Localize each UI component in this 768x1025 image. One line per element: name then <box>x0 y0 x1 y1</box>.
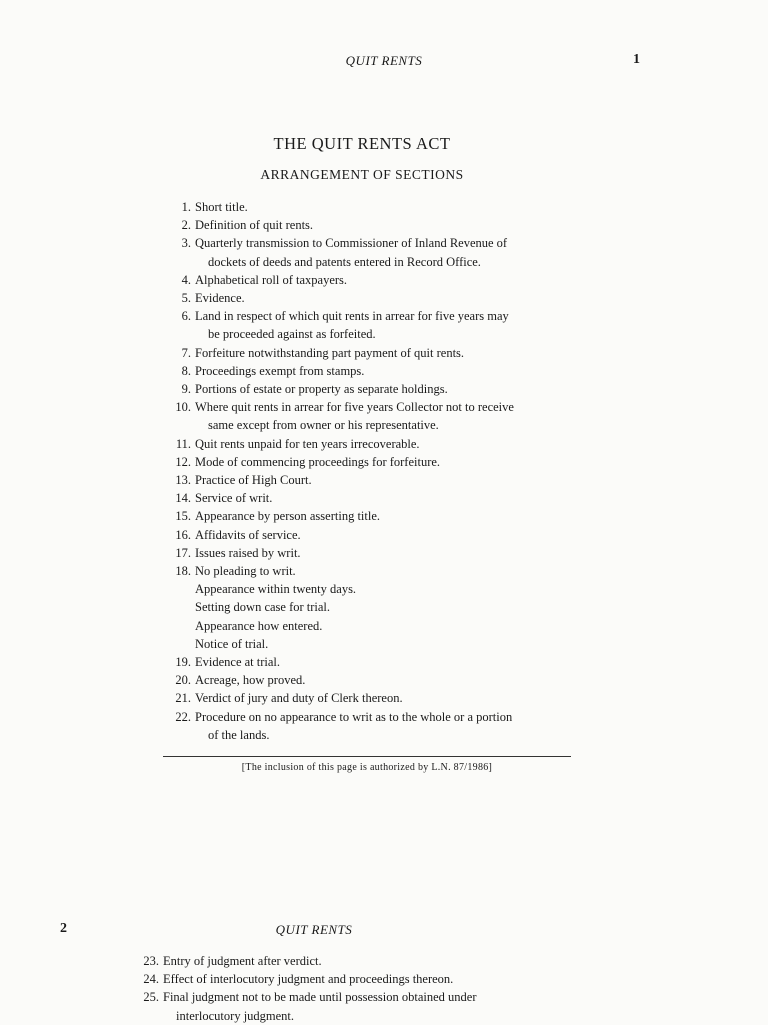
section-item <box>165 216 570 234</box>
section-title: Alphabetical roll of taxpayers. <box>195 272 348 287</box>
section-title: Quit rents unpaid for ten years irrecoverable. <box>195 436 420 451</box>
section-item <box>165 562 570 653</box>
section-item <box>165 380 570 398</box>
section-item <box>165 271 570 289</box>
section-number: 1. <box>181 200 191 214</box>
section-title: Land in respect of which quit rents in arrear for five years may <box>195 309 509 324</box>
section-item <box>165 544 570 562</box>
section-number: 18. <box>175 564 191 579</box>
section-number: 7. <box>181 345 191 360</box>
section-title: Issues raised by writ. <box>195 545 301 560</box>
authority-note: [The inclusion of this page is authorized by L.N. 87/1986] <box>241 762 493 773</box>
section-number: 15. <box>175 509 191 524</box>
section-number: 13. <box>175 473 191 488</box>
section-item <box>165 234 570 270</box>
section-item <box>133 952 528 970</box>
section-number: 16. <box>175 527 191 542</box>
running-head: QUIT RENTS <box>275 922 353 937</box>
section-title: Appearance by person asserting title. <box>195 509 381 524</box>
section-title: Verdict of jury and duty of Clerk thereon. <box>195 691 403 706</box>
section-number: 19. <box>175 655 191 670</box>
section-item <box>165 489 570 507</box>
section-item <box>133 988 528 1024</box>
section-title: Definition of quit rents. <box>195 218 314 233</box>
section-title: Entry of judgment after verdict. <box>163 954 322 968</box>
section-title: Affidavits of service. <box>195 527 301 542</box>
section-title: No pleading to writ. <box>195 564 296 579</box>
section-number: 2. <box>181 218 191 233</box>
section-item <box>165 526 570 544</box>
section-number: 20. <box>175 673 191 688</box>
section-title-continuation: be proceeded against as forfeited. <box>208 327 376 342</box>
section-item <box>165 653 570 671</box>
section-item <box>165 289 570 307</box>
section-title: Mode of commencing proceedings for forfeiture. <box>195 454 441 469</box>
section-item <box>165 671 570 689</box>
section-number: 10. <box>175 400 191 415</box>
section-item <box>165 344 570 362</box>
section-title: Portions of estate or property as separate holdings. <box>195 382 448 397</box>
section-title: Practice of High Court. <box>195 473 312 488</box>
act-title: THE QUIT RENTS ACT <box>273 134 451 153</box>
section-title: Where quit rents in arrear for five years Collector not to receive <box>195 400 514 415</box>
section-number: 3. <box>181 236 191 251</box>
section-item <box>133 970 528 988</box>
section-number: 22. <box>175 709 191 724</box>
section-item <box>165 398 570 434</box>
section-title: Short title. <box>195 200 248 214</box>
footer-rule <box>163 756 571 757</box>
section-title: Procedure on no appearance to writ as to the whole or a portion <box>195 709 513 724</box>
arrangement-heading: ARRANGEMENT OF SECTIONS <box>260 167 464 182</box>
section-title-continuation: interlocutory judgment. <box>176 1008 295 1023</box>
section-item <box>165 435 570 453</box>
section-number: 6. <box>181 309 191 324</box>
section-title: Proceedings exempt from stamps. <box>195 363 365 378</box>
section-number: 9. <box>181 382 191 397</box>
section-item <box>165 198 570 216</box>
section-number: 12. <box>175 454 191 469</box>
section-item <box>165 307 570 343</box>
section-title: Final judgment not to be made until possession obtained under <box>163 990 477 1005</box>
section-title: Service of writ. <box>195 491 273 506</box>
section-number: 21. <box>175 691 191 706</box>
section-title: Acreage, how proved. <box>195 673 306 688</box>
section-number: 4. <box>181 272 191 287</box>
section-subheading: Notice of trial. <box>195 636 269 651</box>
page-two <box>0 905 768 1024</box>
section-item <box>165 362 570 380</box>
section-item <box>165 507 570 525</box>
section-number: 25. <box>143 990 159 1005</box>
section-title: Quarterly transmission to Commissioner of Inland Revenue of <box>195 236 508 251</box>
section-title: Evidence. <box>195 291 245 306</box>
section-number: 24. <box>143 972 159 987</box>
section-title: Evidence at trial. <box>195 655 281 670</box>
page-number: 2 <box>60 921 67 936</box>
section-number: 23. <box>143 954 159 968</box>
section-number: 14. <box>175 491 191 506</box>
section-subheading: Setting down case for trial. <box>195 600 331 615</box>
section-item <box>165 689 570 707</box>
section-number: 8. <box>181 363 191 378</box>
section-title-continuation: of the lands. <box>208 727 270 742</box>
section-number: 5. <box>181 291 191 306</box>
section-item <box>165 453 570 471</box>
section-number: 11. <box>175 436 191 451</box>
section-title: Forfeiture notwithstanding part payment of quit rents. <box>195 345 465 360</box>
section-number: 17. <box>175 545 191 560</box>
section-subheading: Appearance how entered. <box>195 618 323 633</box>
section-title: Effect of interlocutory judgment and proceedings thereon. <box>163 972 454 987</box>
sections-list <box>133 952 528 1025</box>
sections-list <box>165 198 570 744</box>
section-title-continuation: dockets of deeds and patents entered in Record Office. <box>208 254 481 269</box>
section-subheading: Appearance within twenty days. <box>195 582 357 597</box>
page-number: 1 <box>633 52 640 67</box>
section-item <box>165 471 570 489</box>
section-title-continuation: same except from owner or his representative. <box>208 418 439 433</box>
section-item <box>165 708 570 744</box>
running-head: QUIT RENTS <box>345 53 423 68</box>
